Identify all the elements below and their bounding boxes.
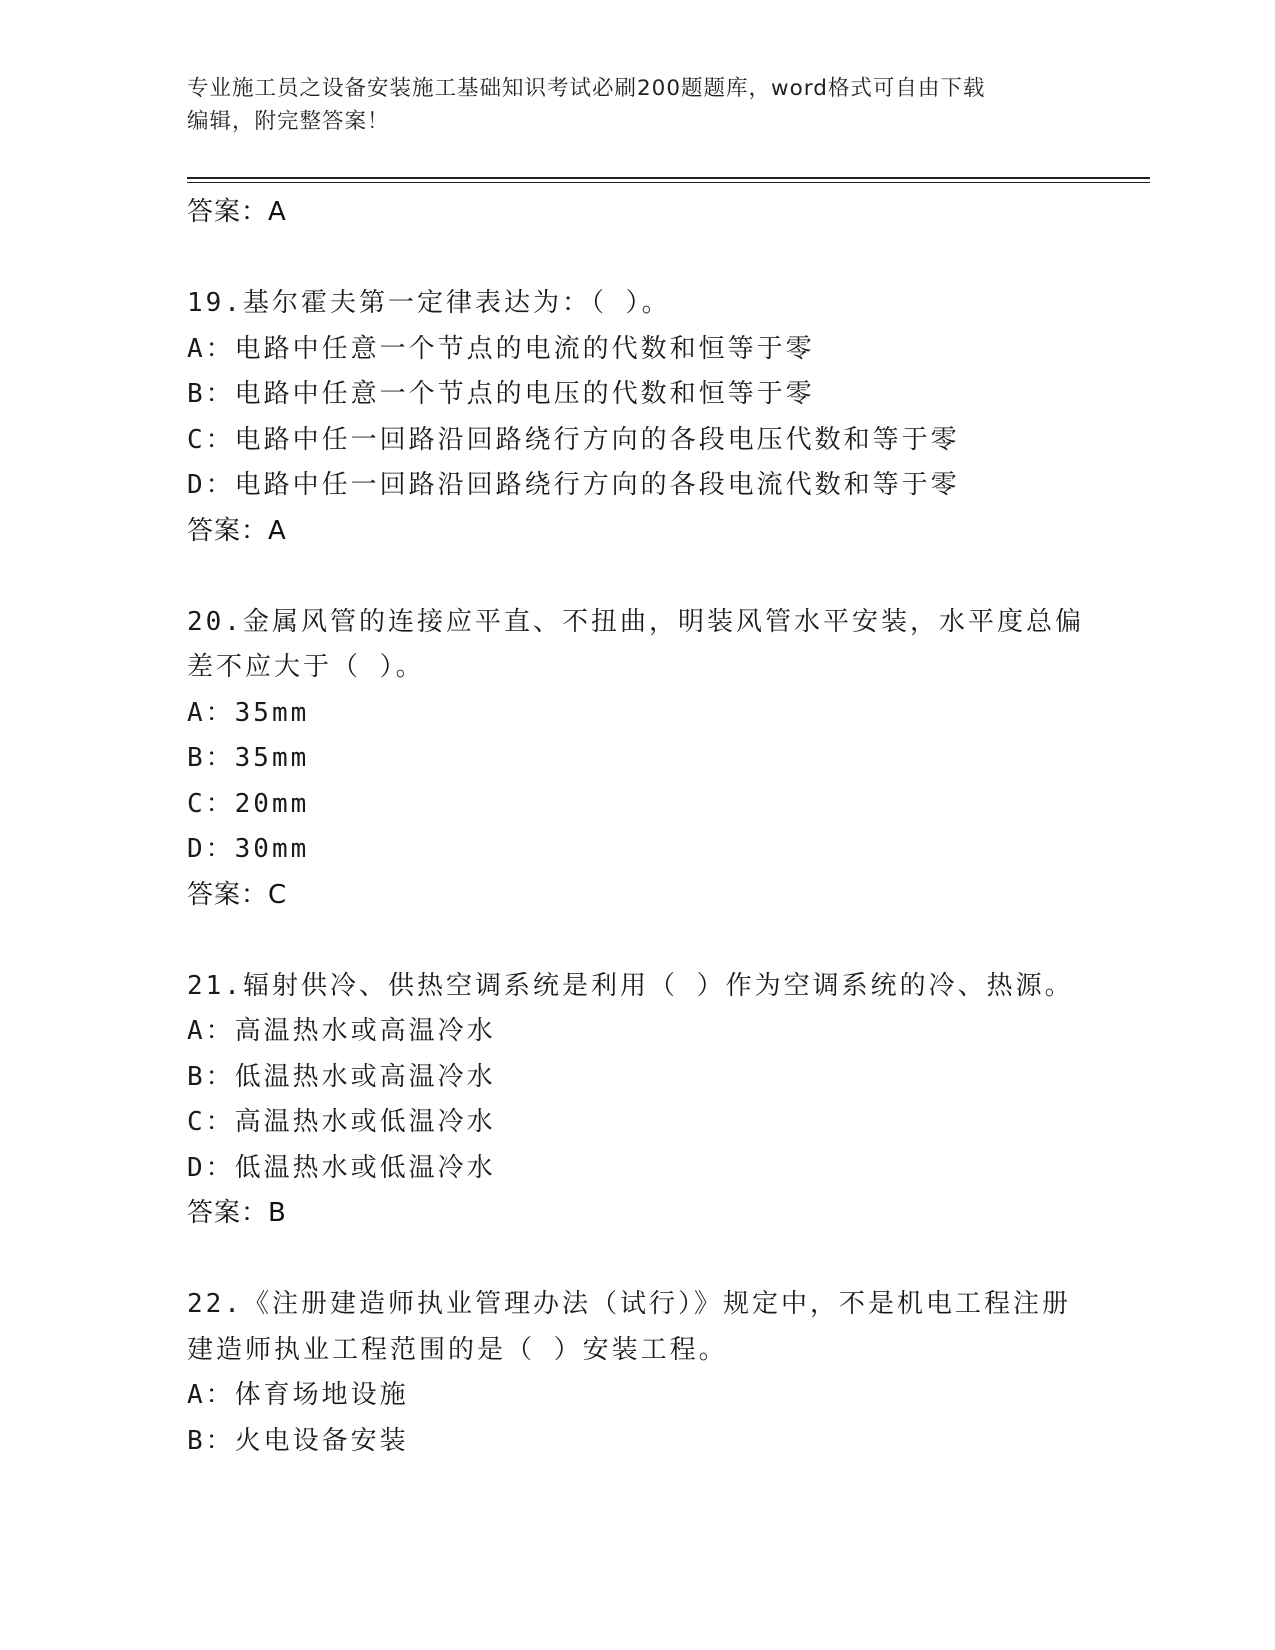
document-header	[187, 72, 1087, 138]
option-c: C：高温热水或低温冷水	[187, 1107, 496, 1137]
previous-answer: 答案：A	[187, 197, 287, 227]
option-b: B：35mm	[187, 743, 310, 773]
answer-text: 答案：A	[187, 515, 287, 546]
option-c: C：20mm	[187, 788, 310, 819]
question-text: 19.基尔霍夫第一定律表达为：（ ）。	[187, 288, 671, 318]
question-20	[187, 600, 1087, 919]
header-title-line-2: 编辑，附完整答案！	[187, 109, 390, 134]
option-c: C：电路中任一回路沿回路绕行方向的各段电压代数和等于零	[187, 424, 960, 455]
option-a: A：电路中任意一个节点的电流的代数和恒等于零	[187, 333, 815, 364]
option-a: A：35mm	[187, 697, 310, 728]
question-text: 21.辐射供冷、供热空调系统是利用（ ）作为空调系统的冷、热源。	[187, 970, 1074, 1001]
answer-text: 答案：B	[187, 1198, 287, 1228]
header-title-line-1: 专业施工员之设备安装施工基础知识考试必刷200题题库，word格式可自由下载	[187, 76, 986, 101]
question-text-line-2: 差不应大于（ ）。	[187, 652, 425, 682]
question-19	[187, 281, 1087, 554]
header-divider-thin	[187, 182, 1150, 183]
spacer	[187, 236, 1087, 282]
option-b: B：电路中任意一个节点的电压的代数和恒等于零	[187, 379, 815, 409]
header-divider-thick	[187, 177, 1150, 179]
question-21	[187, 964, 1087, 1237]
question-list	[187, 190, 1087, 1464]
question-text-line-1: 22.《注册建造师执业管理办法（试行）》规定中，不是机电工程注册	[187, 1289, 1071, 1319]
option-b: B：火电设备安装	[187, 1425, 409, 1456]
option-d: D：电路中任一回路沿回路绕行方向的各段电流代数和等于零	[187, 470, 960, 500]
spacer	[187, 554, 1087, 600]
question-text-line-2: 建造师执业工程范围的是（ ）安装工程。	[187, 1334, 728, 1365]
spacer	[187, 1237, 1087, 1283]
option-a: A：体育场地设施	[187, 1380, 409, 1410]
spacer	[187, 918, 1087, 964]
question-22	[187, 1282, 1087, 1464]
option-d: D：30mm	[187, 834, 310, 864]
option-b: B：低温热水或高温冷水	[187, 1061, 496, 1092]
answer-text: 答案：C	[187, 879, 288, 910]
option-a: A：高温热水或高温冷水	[187, 1016, 496, 1046]
question-text-line-1: 20.金属风管的连接应平直、不扭曲，明装风管水平安装，水平度总偏	[187, 606, 1084, 637]
option-d: D：低温热水或低温冷水	[187, 1152, 496, 1183]
